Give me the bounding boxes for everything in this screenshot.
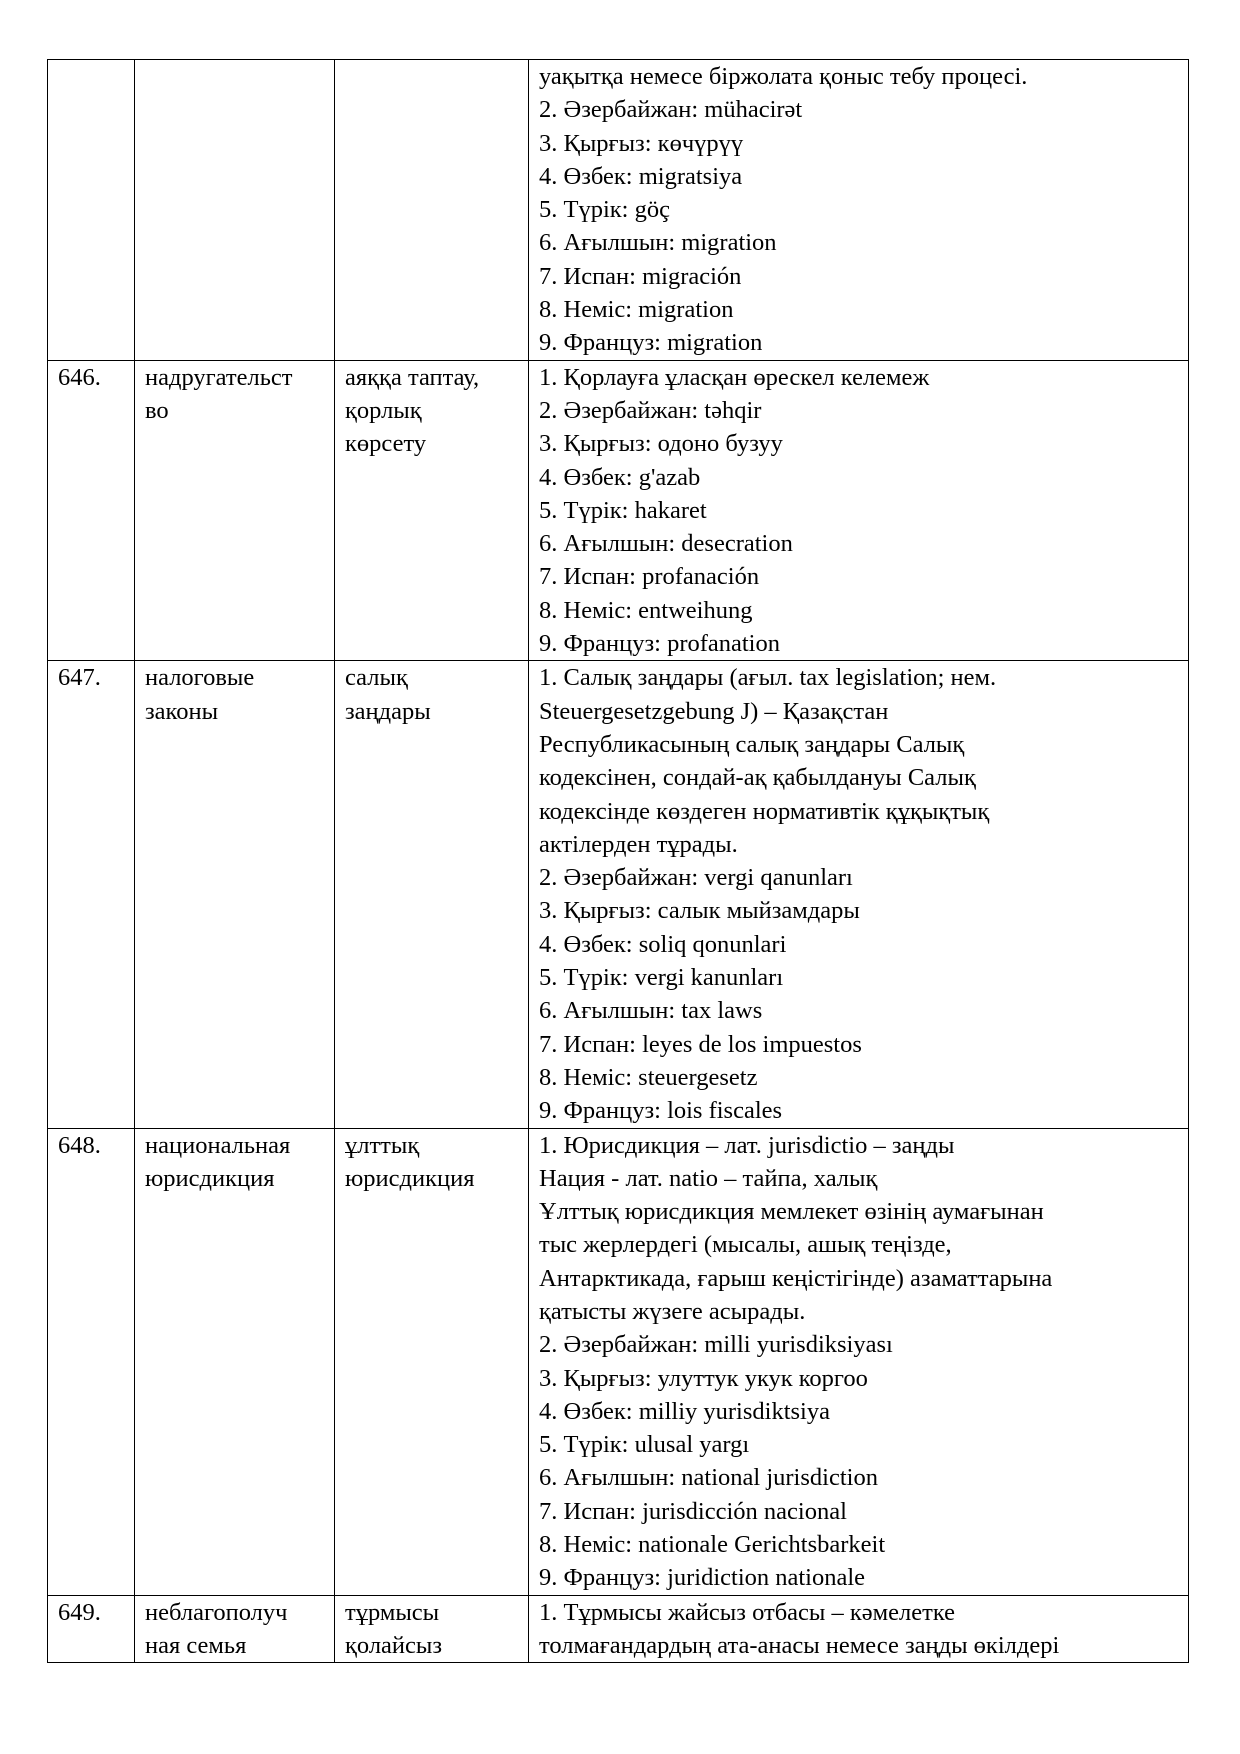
definition-line: 6. Ағылшын: desecration: [539, 530, 793, 558]
entry-number-cell: [48, 360, 135, 661]
entry-number: 649.: [58, 1598, 101, 1626]
russian-term-cell: [135, 360, 335, 661]
russian-term-cell: [135, 661, 335, 1128]
definition-line: 5. Түрік: vergi kanunları: [539, 964, 784, 992]
dictionary-table-body: [48, 60, 1189, 1663]
definition-line: актілерден тұрады.: [539, 830, 738, 858]
definition-line: 7. Испан: profanación: [539, 563, 760, 591]
term-line: налоговые: [145, 664, 255, 692]
table-row: [48, 1595, 1189, 1663]
definition-line: 3. Қырғыз: көчүрүү: [539, 129, 744, 157]
entry-number-cell: [48, 1128, 135, 1595]
entry-number-cell: [48, 661, 135, 1128]
term-line: ная семья: [145, 1631, 247, 1659]
term-line: надругательст: [145, 363, 293, 391]
entry-number: 647.: [58, 664, 101, 692]
definition-cell: [529, 60, 1189, 361]
kazakh-term-cell: [335, 60, 529, 361]
definition-line: 2. Әзербайжан: milli yurisdiksiyası: [539, 1331, 893, 1359]
term-line: национальная: [145, 1131, 291, 1159]
kazakh-term-cell: [335, 1128, 529, 1595]
term-line: тұрмысы: [345, 1598, 440, 1626]
kazakh-term-cell: [335, 661, 529, 1128]
definition-line: 8. Неміс: entweihung: [539, 596, 753, 624]
definition-line: 3. Қырғыз: салык мыйзамдары: [539, 897, 860, 925]
russian-term-cell: [135, 1128, 335, 1595]
definition-line: Антарктикада, ғарыш кеңістігінде) азаматтарына: [539, 1264, 1053, 1292]
definition-line: 3. Қырғыз: улуттук укук коргоо: [539, 1364, 868, 1392]
definition-line: 4. Өзбек: soliq qonunlari: [539, 930, 787, 958]
definition-line: 7. Испан: jurisdicción nacional: [539, 1497, 847, 1525]
definition-line: тыс жерлердегі (мысалы, ашық теңізде,: [539, 1231, 952, 1259]
kazakh-term-cell: [335, 1595, 529, 1663]
russian-term-cell: [135, 1595, 335, 1663]
definition-line: 8. Неміс: nationale Gerichtsbarkeit: [539, 1531, 886, 1559]
definition-line: 3. Қырғыз: одоно бузуу: [539, 430, 783, 458]
definition-line: 2. Әзербайжан: vergi qanunları: [539, 864, 853, 892]
definition-line: 6. Ағылшын: national jurisdiction: [539, 1464, 878, 1492]
table-row: [48, 60, 1189, 361]
term-line: законы: [145, 697, 219, 725]
term-line: ұлттық: [345, 1131, 420, 1159]
definition-line: Ұлттық юрисдикция мемлекет өзінің аумағынан: [539, 1198, 1044, 1226]
definition-line: 8. Неміс: migration: [539, 296, 734, 324]
entry-number-cell: [48, 1595, 135, 1663]
term-line: юрисдикция: [345, 1164, 475, 1192]
definition-line: 1. Салық заңдары (ағыл. tax legislation; нем.: [539, 664, 997, 692]
definition-line: кодексінен, сондай-ақ қабылдануы Салық: [539, 764, 976, 792]
entry-number: 646.: [58, 363, 101, 391]
definition-line: 1. Қорлауға ұласқан өрескел келемеж: [539, 363, 930, 391]
table-row: [48, 661, 1189, 1128]
term-line: неблагополуч: [145, 1598, 288, 1626]
definition-line: 6. Ағылшын: tax laws: [539, 997, 763, 1025]
definition-line: 4. Өзбек: migratsiya: [539, 162, 743, 190]
definition-cell: [529, 661, 1189, 1128]
definition-line: 6. Ағылшын: migration: [539, 229, 777, 257]
definition-line: 1. Юрисдикция – лат. jurisdictio – заңды: [539, 1131, 955, 1159]
term-line: во: [145, 396, 169, 424]
definition-line: Steuergesetzgebung J) – Қазақстан: [539, 697, 889, 725]
kazakh-term-cell: [335, 360, 529, 661]
term-line: заңдары: [345, 697, 431, 725]
table-row: [48, 360, 1189, 661]
definition-line: 1. Тұрмысы жайсыз отбасы – кәмелетке: [539, 1598, 956, 1626]
definition-cell: [529, 1128, 1189, 1595]
definition-line: 5. Түрік: hakaret: [539, 496, 707, 524]
definition-line: 4. Өзбек: g'azab: [539, 463, 701, 491]
definition-line: Нация - лат. natio – тайпа, халық: [539, 1164, 878, 1192]
definition-line: 9. Француз: juridiction nationale: [539, 1564, 866, 1592]
definition-line: 8. Неміс: steuergesetz: [539, 1063, 758, 1091]
definition-line: 9. Француз: migration: [539, 329, 763, 357]
definition-cell: [529, 360, 1189, 661]
term-line: салық: [345, 664, 408, 692]
term-line: қорлық: [345, 396, 422, 424]
definition-line: 5. Түрік: göç: [539, 196, 670, 224]
table-row: [48, 1128, 1189, 1595]
definition-line: 2. Әзербайжан: mühacirət: [539, 96, 803, 124]
definition-line: 4. Өзбек: milliy yurisdiktsiya: [539, 1397, 830, 1425]
definition-line: 5. Түрік: ulusal yargı: [539, 1431, 750, 1459]
entry-number-cell: [48, 60, 135, 361]
term-line: қолайсыз: [345, 1631, 443, 1659]
definition-line: 9. Француз: lois fiscales: [539, 1097, 783, 1125]
definition-line: қатысты жүзеге асырады.: [539, 1297, 806, 1325]
definition-line: толмағандардың ата-анасы немесе заңды өкілдері: [539, 1631, 1060, 1659]
dictionary-table: [47, 59, 1189, 1663]
term-line: көрсету: [345, 430, 427, 458]
definition-line: Республикасының салық заңдары Салық: [539, 730, 965, 758]
term-line: аяққа таптау,: [345, 363, 480, 391]
russian-term-cell: [135, 60, 335, 361]
entry-number: 648.: [58, 1131, 101, 1159]
definition-line: кодексінде көздеген нормативтік құқықтық: [539, 797, 990, 825]
definition-line: 2. Әзербайжан: təhqir: [539, 396, 762, 424]
definition-line: уақытқа немесе біржолата қоныс тебу процесі.: [539, 63, 1028, 90]
definition-line: 7. Испан: migración: [539, 262, 742, 290]
term-line: юрисдикция: [145, 1164, 275, 1192]
definition-line: 7. Испан: leyes de los impuestos: [539, 1030, 862, 1058]
definition-cell: [529, 1595, 1189, 1663]
definition-line: 9. Француз: profanation: [539, 630, 780, 658]
